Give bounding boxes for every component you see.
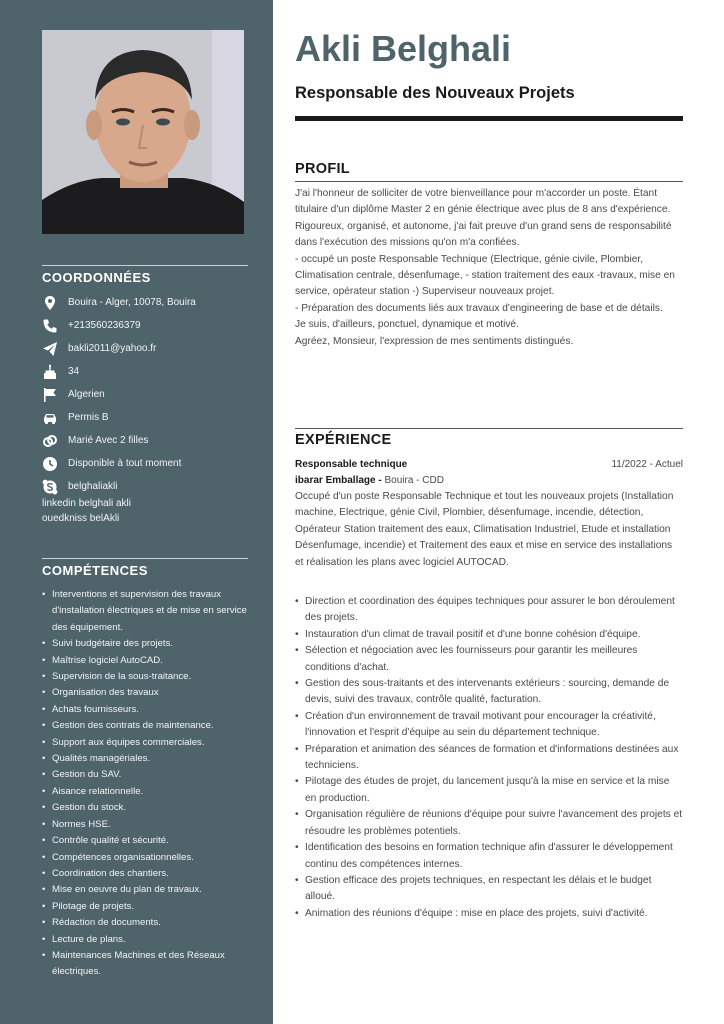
experience-task: • Gestion efficace des projets techniques, en respectant les délais et le budget alloué. bbox=[295, 873, 683, 906]
skill-item: • Gestion du stock. bbox=[42, 800, 248, 816]
company-name: ibarar Emballage - bbox=[295, 475, 382, 486]
skill-item: • Maintenances Machines et des Réseaux électriques. bbox=[42, 948, 248, 981]
contact-family-text: Marié Avec 2 filles bbox=[68, 435, 149, 446]
skill-item: • Normes HSE. bbox=[42, 817, 248, 833]
experience-task: • Pilotage des études de projet, du lancement jusqu'à la mise en service et la mise en production. bbox=[295, 774, 683, 807]
profile-text bbox=[295, 186, 683, 350]
contact-section-title: COORDONNÉES bbox=[42, 270, 151, 285]
experience-task: • Organisation régulière de réunions d'équipe pour suivre l'avancement des projets et résoudre les problèmes potentiels. bbox=[295, 807, 683, 840]
skill-item: • Pilotage de projets. bbox=[42, 899, 248, 915]
experience-task: • Sélection et négociation avec les fournisseurs pour garantir les meilleures conditions d'achat. bbox=[295, 643, 683, 676]
skill-item: • Qualités managériales. bbox=[42, 751, 248, 767]
experience-task: • Gestion des sous-traitants et des intervenants extérieurs : sourcing, demande de devis, suivi des travaux, contrôle qualité, facturation. bbox=[295, 676, 683, 709]
skill-item: • Organisation des travaux bbox=[42, 685, 248, 701]
experience-task: • Instauration d'un climat de travail positif et d'une bonne cohésion d'équipe. bbox=[295, 627, 683, 643]
experience-task: • Direction et coordination des équipes techniques pour assurer le bon déroulement des projets. bbox=[295, 594, 683, 627]
profile-paragraph: Rigoureux, organisé, et autonome, j'ai fait preuve d'un grand sens de responsabilité dans l'exécution des missions qu'on m'a confiées. bbox=[295, 220, 672, 249]
skype-icon bbox=[42, 479, 58, 495]
contact-skype-text[interactable]: belghaliakli bbox=[68, 481, 118, 492]
portrait-illustration bbox=[42, 30, 244, 234]
contact-links bbox=[42, 496, 248, 526]
experience-date: 11/2022 - Actuel bbox=[611, 459, 683, 470]
experience-company bbox=[295, 473, 683, 489]
rings-icon bbox=[42, 433, 58, 449]
profile-paragraph: J'ai l'honneur de solliciter de votre bienveillance pour m'accorder un poste. Étant titulaire d'un diplôme Master 2 en génie électrique avec plus de 8 ans d'expérience. bbox=[295, 188, 671, 216]
title-underline bbox=[295, 116, 683, 121]
profile-section-title: PROFIL bbox=[295, 161, 350, 177]
experience-description: Occupé d'un poste Responsable Technique et tout les nouveaux projets (Installation machine, Electrique, génie Civil, Plombier, désenfumage, incendie, détection, Opérateur Station traitement des eaux, Climatisation Industriel, Etude et installation Désenfumage, incendie) et Traitement des eaux et mise en service des installations et réalisation les plans avec logiciel AUTOCAD. bbox=[295, 491, 674, 568]
experience-header bbox=[295, 457, 683, 489]
skill-item: • Compétences organisationnelles. bbox=[42, 850, 248, 866]
contact-item-nationality bbox=[42, 383, 248, 406]
experience-section-title: EXPÉRIENCE bbox=[295, 432, 392, 448]
skill-item: • Supervision de la sous-traitance. bbox=[42, 669, 248, 685]
clock-icon bbox=[42, 456, 58, 472]
car-icon bbox=[42, 410, 58, 426]
contact-email-text[interactable]: bakli2011@yahoo.fr bbox=[68, 343, 157, 354]
profile-paragraph: - occupé un poste Responsable Technique (Electrique, génie civile, Plombier, Climatisation centrale, désenfumage, - station traitement des eaux -travaux, mise en service, opérateur station -) Superviseur nouveaux projet. bbox=[295, 253, 675, 298]
contact-item-skype[interactable] bbox=[42, 475, 248, 498]
location-icon bbox=[42, 295, 58, 311]
profile-divider bbox=[295, 181, 683, 182]
profile-paragraph: - Préparation des documents liés aux travaux d'engineering de base et de détails. bbox=[295, 302, 663, 314]
contact-address-text: Bouira - Alger, 10078, Bouira bbox=[68, 297, 196, 308]
skill-item: • Contrôle qualité et sécurité. bbox=[42, 833, 248, 849]
experience-tasks bbox=[295, 594, 683, 922]
contact-nationality-text: Algerien bbox=[68, 389, 105, 400]
phone-icon bbox=[42, 318, 58, 334]
skill-item: • Achats fournisseurs. bbox=[42, 702, 248, 718]
flag-icon bbox=[42, 387, 58, 403]
company-detail: Bouira - CDD bbox=[381, 475, 444, 486]
experience-task: • Préparation et animation des séances de formation et d'informations destinées aux techniciens. bbox=[295, 742, 683, 775]
contact-age-text: 34 bbox=[68, 366, 80, 377]
contact-item-age bbox=[42, 360, 248, 383]
profile-photo bbox=[42, 30, 244, 234]
contact-divider bbox=[42, 265, 248, 266]
skills-section-title: COMPÉTENCES bbox=[42, 563, 148, 578]
contact-phone-text[interactable]: +213560236379 bbox=[68, 320, 141, 331]
skill-item: • Support aux équipes commerciales. bbox=[42, 735, 248, 751]
experience-task: • Création d'un environnement de travail motivant pour encourager la créativité, l'innovation et l'esprit d'équipe au sein du département technique. bbox=[295, 709, 683, 742]
contact-item-availability bbox=[42, 452, 248, 475]
contact-item-phone[interactable] bbox=[42, 314, 248, 337]
contact-item-license bbox=[42, 406, 248, 429]
experience-task: • Identification des besoins en formation technique afin d'assurer le développement continu des compétences internes. bbox=[295, 840, 683, 873]
skill-item: • Gestion des contrats de maintenance. bbox=[42, 718, 248, 734]
candidate-name: Akli Belghali bbox=[295, 28, 512, 69]
skill-item: • Coordination des chantiers. bbox=[42, 866, 248, 882]
contact-list bbox=[42, 291, 248, 498]
skill-item: • Interventions et supervision des travaux d'installation électriques et de mise en service des équipement. bbox=[42, 587, 248, 636]
profile-paragraph: Agréez, Monsieur, l'expression de mes sentiments distingués. bbox=[295, 335, 574, 347]
skill-item: • Mise en oeuvre du plan de travaux. bbox=[42, 882, 248, 898]
skill-item: • Suivi budgétaire des projets. bbox=[42, 636, 248, 652]
skills-divider bbox=[42, 558, 248, 559]
skills-list bbox=[42, 587, 248, 981]
skill-item: • Rédaction de documents. bbox=[42, 915, 248, 931]
experience-role: Responsable technique bbox=[295, 459, 408, 470]
ouedkniss-link[interactable]: ouedkniss belAkli bbox=[42, 513, 120, 524]
skill-item: • Aisance relationnelle. bbox=[42, 784, 248, 800]
contact-license-text: Permis B bbox=[68, 412, 109, 423]
contact-item-address bbox=[42, 291, 248, 314]
contact-availability-text: Disponible à tout moment bbox=[68, 458, 182, 469]
experience-divider bbox=[295, 428, 683, 429]
experience-task: • Animation des réunions d'équipe : mise en place des projets, suivi d'activité. bbox=[295, 906, 683, 922]
cake-icon bbox=[42, 364, 58, 380]
contact-item-email[interactable] bbox=[42, 337, 248, 360]
skill-item: • Maîtrise logiciel AutoCAD. bbox=[42, 653, 248, 669]
sidebar bbox=[0, 0, 273, 1024]
skill-item: • Gestion du SAV. bbox=[42, 767, 248, 783]
profile-paragraph: Je suis, d'ailleurs, ponctuel, dynamique et motivé. bbox=[295, 319, 519, 331]
linkedin-link[interactable]: linkedin belghali akli bbox=[42, 498, 131, 509]
send-icon bbox=[42, 341, 58, 357]
contact-item-family bbox=[42, 429, 248, 452]
job-title: Responsable des Nouveaux Projets bbox=[295, 84, 575, 102]
skill-item: • Lecture de plans. bbox=[42, 932, 248, 948]
